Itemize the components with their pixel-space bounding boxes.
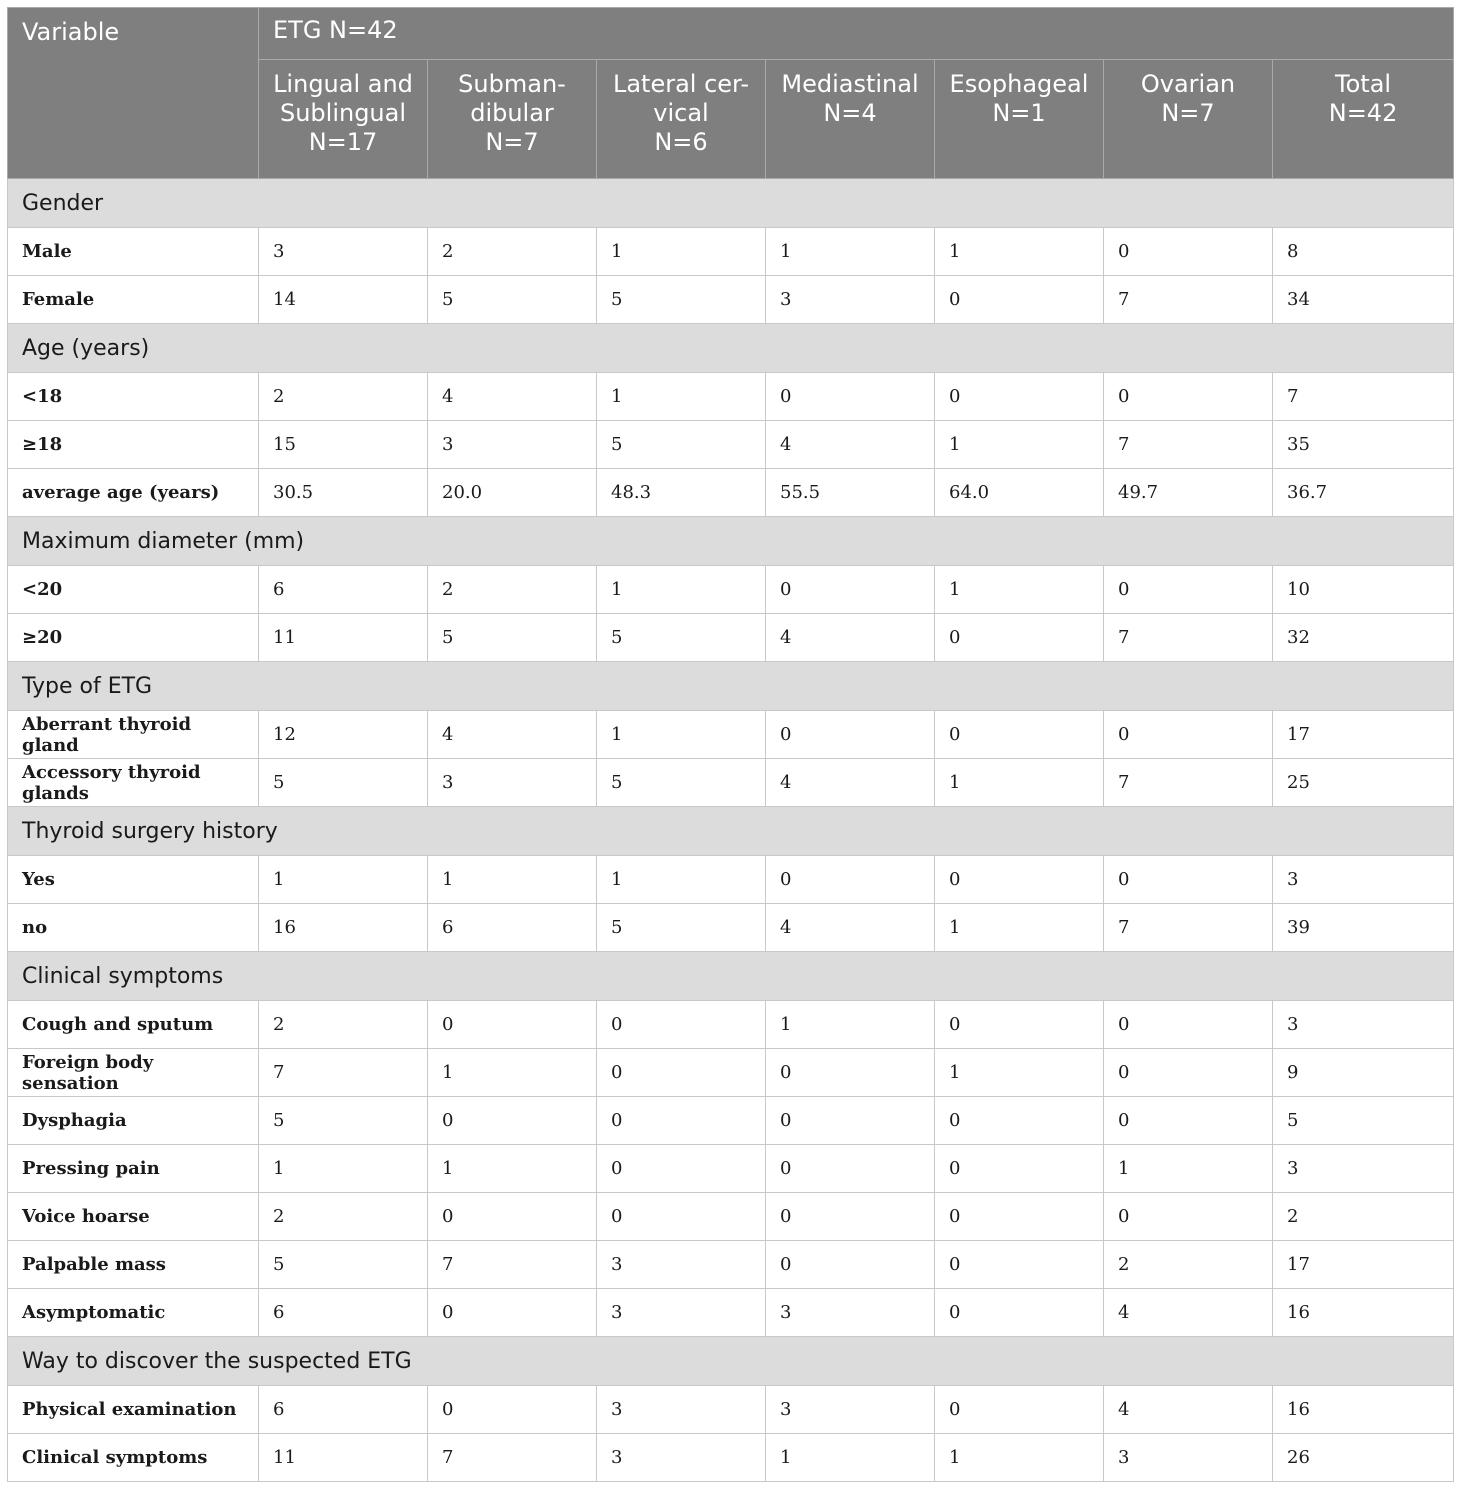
table-row: [8, 759, 1454, 807]
table-cell: 0: [428, 1001, 597, 1049]
table-cell: 6: [259, 566, 428, 614]
table-cell: 1: [766, 1001, 935, 1049]
table-cell: 55.5: [766, 469, 935, 517]
row-label: Foreign body sensation: [8, 1049, 259, 1097]
table-cell: 1: [935, 1049, 1104, 1097]
table-cell: 3: [1273, 856, 1454, 904]
table-cell: 0: [935, 711, 1104, 759]
table-row: [8, 614, 1454, 662]
table-cell: 1: [428, 856, 597, 904]
table-cell: 9: [1273, 1049, 1454, 1097]
section-row: [8, 179, 1454, 228]
table-cell: 0: [766, 856, 935, 904]
table-row: [8, 1289, 1454, 1337]
table-cell: 4: [428, 373, 597, 421]
table-cell: 3: [597, 1386, 766, 1434]
table-cell: 3: [766, 1289, 935, 1337]
table-cell: 0: [935, 1289, 1104, 1337]
table-cell: 0: [1104, 1001, 1273, 1049]
table-cell: 1: [935, 421, 1104, 469]
table-cell: 6: [428, 904, 597, 952]
header-column-line: N=6: [654, 128, 708, 156]
header-column-line: N=42: [1328, 99, 1398, 127]
table-cell: 0: [935, 373, 1104, 421]
table-cell: 1: [259, 1145, 428, 1193]
table-cell: 1: [597, 856, 766, 904]
table-cell: 1: [935, 759, 1104, 807]
table-cell: 0: [935, 856, 1104, 904]
table-cell: 39: [1273, 904, 1454, 952]
table-cell: 0: [766, 566, 935, 614]
table-cell: 0: [428, 1289, 597, 1337]
table-cell: 11: [259, 614, 428, 662]
table-cell: 0: [935, 614, 1104, 662]
table-cell: 2: [259, 1193, 428, 1241]
table-body: [8, 179, 1454, 1482]
table-cell: 10: [1273, 566, 1454, 614]
table-cell: 0: [766, 1097, 935, 1145]
section-row: [8, 807, 1454, 856]
row-label: <18: [8, 373, 259, 421]
table-row: [8, 228, 1454, 276]
table-cell: 7: [1104, 276, 1273, 324]
row-label: Pressing pain: [8, 1145, 259, 1193]
table-cell: 3: [428, 759, 597, 807]
table-cell: 2: [1104, 1241, 1273, 1289]
section-title: Way to discover the suspected ETG: [8, 1337, 1454, 1386]
row-label: Yes: [8, 856, 259, 904]
table-cell: 0: [428, 1097, 597, 1145]
header-column-line: N=1: [992, 99, 1046, 127]
table-cell: 0: [428, 1386, 597, 1434]
table-cell: 5: [597, 614, 766, 662]
table-cell: 4: [1104, 1289, 1273, 1337]
header-column: [1104, 60, 1273, 179]
section-title: Gender: [8, 179, 1454, 228]
table-row: [8, 566, 1454, 614]
table-cell: 16: [1273, 1289, 1454, 1337]
header-column-line: N=7: [485, 128, 539, 156]
table-cell: 7: [1104, 759, 1273, 807]
table-cell: 0: [597, 1001, 766, 1049]
table-cell: 20.0: [428, 469, 597, 517]
table-cell: 36.7: [1273, 469, 1454, 517]
header-column-line: Lingual and: [273, 70, 413, 98]
header-row-top: [8, 8, 1454, 60]
table-cell: 5: [597, 759, 766, 807]
header-etg-group: ETG N=42: [259, 8, 1454, 60]
section-row: [8, 517, 1454, 566]
header-column-line: Lateral cer-: [612, 70, 750, 98]
table-cell: 4: [1104, 1386, 1273, 1434]
table-row: [8, 1001, 1454, 1049]
table-cell: 35: [1273, 421, 1454, 469]
table-row: [8, 1145, 1454, 1193]
section-title: Maximum diameter (mm): [8, 517, 1454, 566]
header-column: [259, 60, 428, 179]
header-column-line: N=7: [1161, 99, 1215, 127]
table-cell: 16: [259, 904, 428, 952]
table-cell: 0: [766, 711, 935, 759]
section-row: [8, 1337, 1454, 1386]
table-cell: 0: [766, 1049, 935, 1097]
header-column-line: Sublingual: [279, 99, 407, 127]
table-cell: 5: [259, 759, 428, 807]
table-cell: 64.0: [935, 469, 1104, 517]
table-row: [8, 276, 1454, 324]
table-cell: 12: [259, 711, 428, 759]
table-cell: 5: [428, 276, 597, 324]
etg-table-container: [7, 7, 1453, 1482]
row-label: Clinical symptoms: [8, 1434, 259, 1482]
table-cell: 7: [1104, 614, 1273, 662]
header-column-line: Ovarian: [1140, 70, 1236, 98]
row-label: Aberrant thyroid gland: [8, 711, 259, 759]
header-column-line: vical: [653, 99, 709, 127]
table-cell: 1: [935, 1434, 1104, 1482]
table-cell: 48.3: [597, 469, 766, 517]
table-cell: 6: [259, 1386, 428, 1434]
table-cell: 3: [1273, 1001, 1454, 1049]
table-cell: 1: [597, 373, 766, 421]
table-cell: 0: [766, 373, 935, 421]
table-cell: 0: [1104, 566, 1273, 614]
table-cell: 2: [259, 1001, 428, 1049]
header-column: [935, 60, 1104, 179]
table-cell: 1: [1104, 1145, 1273, 1193]
table-cell: 3: [259, 228, 428, 276]
table-cell: 0: [766, 1241, 935, 1289]
table-cell: 0: [935, 1001, 1104, 1049]
table-cell: 1: [597, 711, 766, 759]
table-cell: 4: [766, 904, 935, 952]
section-row: [8, 662, 1454, 711]
table-row: [8, 1434, 1454, 1482]
table-cell: 0: [766, 1193, 935, 1241]
row-label: Male: [8, 228, 259, 276]
table-cell: 7: [259, 1049, 428, 1097]
table-cell: 17: [1273, 1241, 1454, 1289]
header-column-line: Mediastinal: [781, 70, 919, 98]
table-cell: 1: [259, 856, 428, 904]
table-cell: 8: [1273, 228, 1454, 276]
header-column-line: dibular: [470, 99, 554, 127]
table-cell: 0: [935, 276, 1104, 324]
table-cell: 0: [1104, 1097, 1273, 1145]
table-row: [8, 421, 1454, 469]
header-column: [428, 60, 597, 179]
table-cell: 3: [1273, 1145, 1454, 1193]
table-cell: 0: [1104, 1049, 1273, 1097]
table-cell: 3: [428, 421, 597, 469]
row-label: Dysphagia: [8, 1097, 259, 1145]
header-column-line: Subman-: [458, 70, 566, 98]
table-cell: 1: [935, 904, 1104, 952]
table-cell: 3: [1104, 1434, 1273, 1482]
table-row: [8, 1049, 1454, 1097]
header-column: [597, 60, 766, 179]
table-cell: 1: [766, 228, 935, 276]
row-label: Physical examination: [8, 1386, 259, 1434]
row-label: Cough and sputum: [8, 1001, 259, 1049]
table-cell: 5: [597, 276, 766, 324]
section-row: [8, 952, 1454, 1001]
row-label: <20: [8, 566, 259, 614]
table-cell: 1: [935, 566, 1104, 614]
header-column-line: N=17: [308, 128, 378, 156]
table-cell: 4: [766, 614, 935, 662]
table-row: [8, 904, 1454, 952]
table-row: [8, 1097, 1454, 1145]
table-cell: 2: [259, 373, 428, 421]
table-cell: 34: [1273, 276, 1454, 324]
table-cell: 15: [259, 421, 428, 469]
table-cell: 0: [1104, 1193, 1273, 1241]
row-label: Accessory thyroid glands: [8, 759, 259, 807]
table-cell: 1: [428, 1145, 597, 1193]
table-cell: 2: [428, 228, 597, 276]
table-cell: 4: [428, 711, 597, 759]
table-cell: 7: [1104, 421, 1273, 469]
table-cell: 1: [766, 1434, 935, 1482]
table-cell: 0: [597, 1193, 766, 1241]
table-cell: 3: [766, 1386, 935, 1434]
table-cell: 0: [1104, 228, 1273, 276]
table-cell: 0: [935, 1097, 1104, 1145]
table-cell: 5: [1273, 1097, 1454, 1145]
table-cell: 3: [597, 1289, 766, 1337]
header-variable: Variable: [8, 8, 259, 179]
row-label: ≥20: [8, 614, 259, 662]
table-header: [8, 8, 1454, 179]
table-cell: 0: [428, 1193, 597, 1241]
table-cell: 26: [1273, 1434, 1454, 1482]
row-label: ≥18: [8, 421, 259, 469]
table-cell: 5: [597, 904, 766, 952]
table-cell: 0: [935, 1145, 1104, 1193]
table-row: [8, 1386, 1454, 1434]
table-row: [8, 373, 1454, 421]
table-cell: 7: [1104, 904, 1273, 952]
table-cell: 2: [428, 566, 597, 614]
table-cell: 16: [1273, 1386, 1454, 1434]
table-cell: 25: [1273, 759, 1454, 807]
table-cell: 7: [428, 1434, 597, 1482]
table-row: [8, 711, 1454, 759]
row-label: Voice hoarse: [8, 1193, 259, 1241]
table-row: [8, 1193, 1454, 1241]
table-cell: 7: [428, 1241, 597, 1289]
header-column: [1273, 60, 1454, 179]
table-cell: 3: [597, 1241, 766, 1289]
header-column-line: Total: [1335, 70, 1392, 98]
table-cell: 4: [766, 421, 935, 469]
table-cell: 5: [428, 614, 597, 662]
section-title: Age (years): [8, 324, 1454, 373]
header-column-line: N=4: [823, 99, 877, 127]
row-label: Female: [8, 276, 259, 324]
table-cell: 11: [259, 1434, 428, 1482]
table-cell: 0: [1104, 373, 1273, 421]
table-row: [8, 856, 1454, 904]
table-cell: 32: [1273, 614, 1454, 662]
table-cell: 5: [259, 1241, 428, 1289]
table-cell: 17: [1273, 711, 1454, 759]
table-cell: 0: [1104, 856, 1273, 904]
table-cell: 6: [259, 1289, 428, 1337]
table-cell: 0: [935, 1241, 1104, 1289]
header-column: [766, 60, 935, 179]
table-cell: 7: [1273, 373, 1454, 421]
table-cell: 4: [766, 759, 935, 807]
section-row: [8, 324, 1454, 373]
table-cell: 1: [597, 566, 766, 614]
table-cell: 5: [597, 421, 766, 469]
table-cell: 0: [766, 1145, 935, 1193]
table-cell: 0: [597, 1049, 766, 1097]
table-cell: 3: [766, 276, 935, 324]
table-row: [8, 1241, 1454, 1289]
row-label: Palpable mass: [8, 1241, 259, 1289]
row-label: average age (years): [8, 469, 259, 517]
row-label: no: [8, 904, 259, 952]
table-cell: 2: [1273, 1193, 1454, 1241]
table-cell: 30.5: [259, 469, 428, 517]
section-title: Type of ETG: [8, 662, 1454, 711]
header-column-line: Esophageal: [949, 70, 1089, 98]
table-row: [8, 469, 1454, 517]
table-cell: 14: [259, 276, 428, 324]
table-cell: 0: [1104, 711, 1273, 759]
table-cell: 0: [597, 1097, 766, 1145]
etg-characteristics-table: [7, 7, 1454, 1482]
table-cell: 5: [259, 1097, 428, 1145]
section-title: Thyroid surgery history: [8, 807, 1454, 856]
table-cell: 0: [935, 1193, 1104, 1241]
table-cell: 3: [597, 1434, 766, 1482]
table-cell: 1: [597, 228, 766, 276]
table-cell: 0: [935, 1386, 1104, 1434]
table-cell: 1: [428, 1049, 597, 1097]
row-label: Asymptomatic: [8, 1289, 259, 1337]
section-title: Clinical symptoms: [8, 952, 1454, 1001]
table-cell: 1: [935, 228, 1104, 276]
table-cell: 49.7: [1104, 469, 1273, 517]
table-cell: 0: [597, 1145, 766, 1193]
